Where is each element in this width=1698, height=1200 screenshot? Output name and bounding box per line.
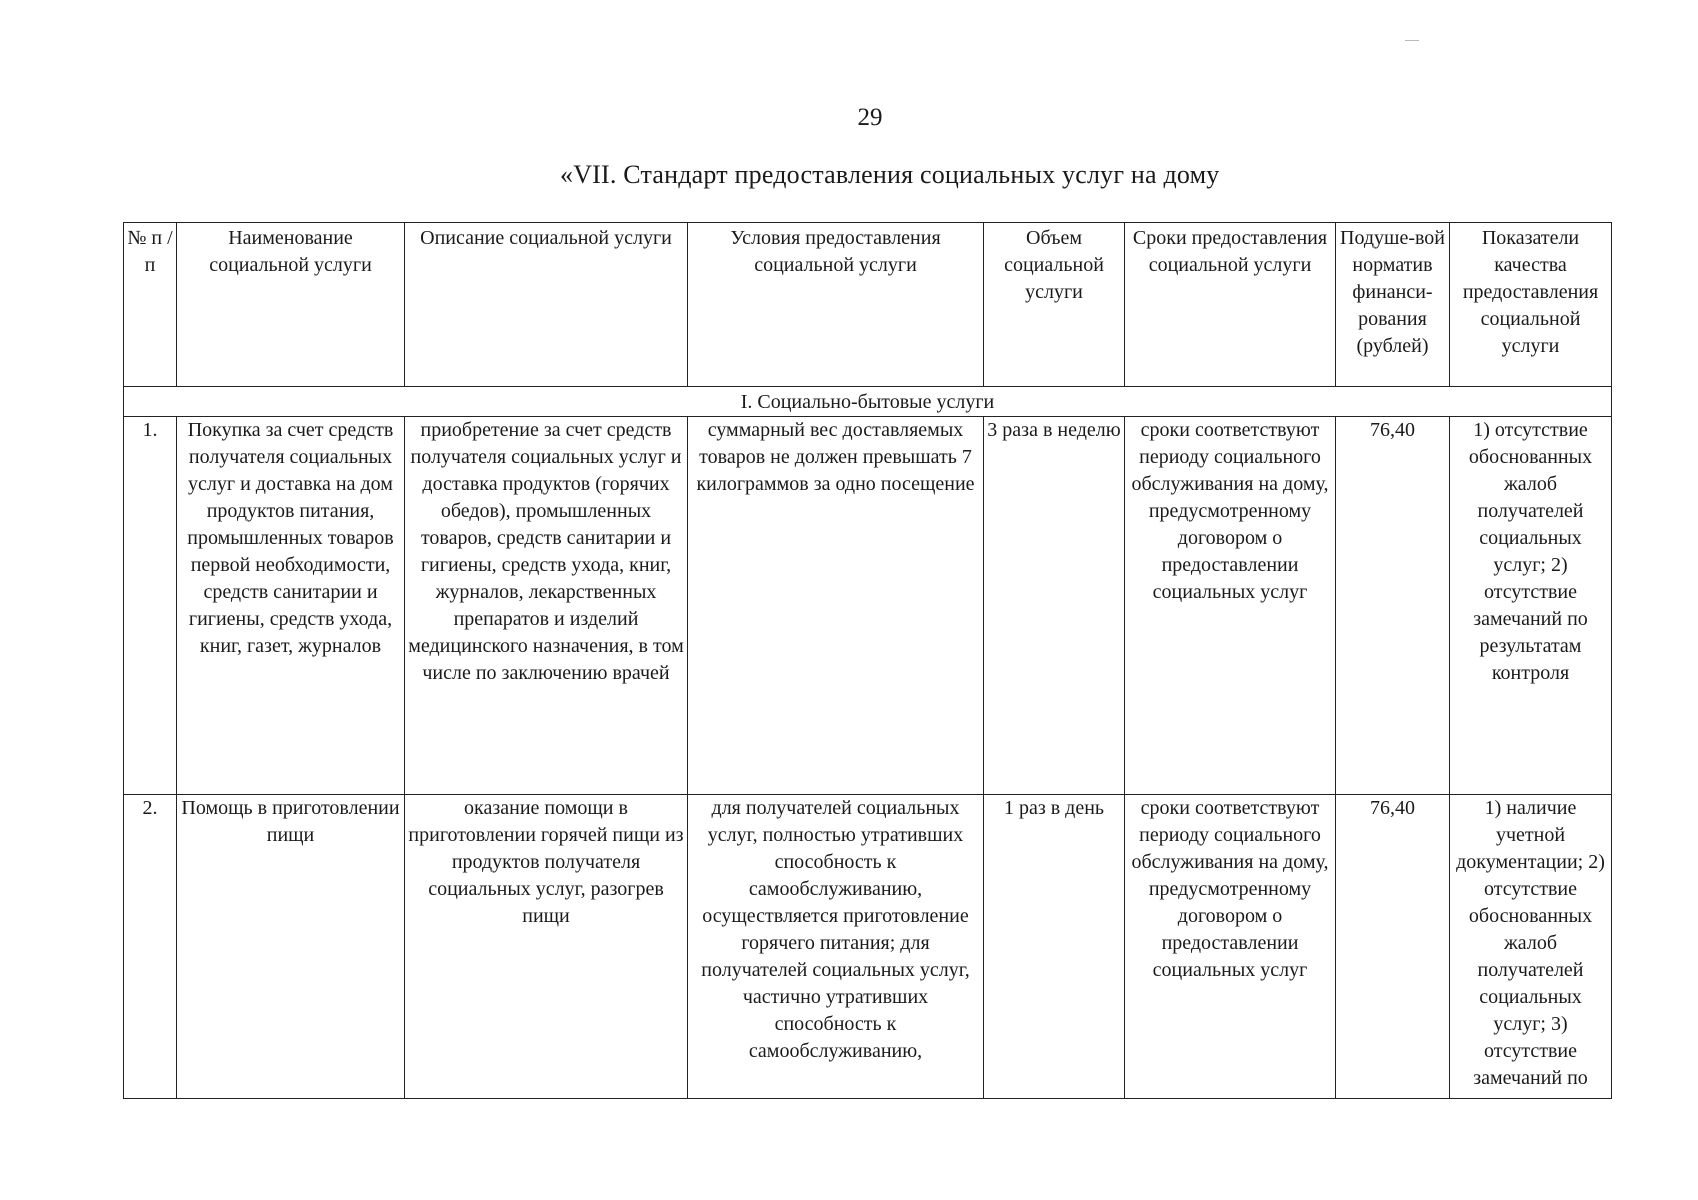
column-header-number: № п /п [124,223,177,387]
column-header-name: Наименование социальной услуги [177,223,405,387]
section-title: I. Социально-бытовые услуги [124,387,1612,417]
cell-service-name: Покупка за счет средств получателя социальных услуг и доставка на дом продуктов питания, промышленных товаров первой необходимости, средств санитарии и гигиены, средств ухода, книг, газет, журналов [177,417,405,795]
cell-volume: 1 раз в день [984,795,1125,1099]
section-row [124,387,1612,417]
column-header-description: Описание социальной услуги [405,223,688,387]
cell-service-name: Помощь в приготовлении пищи [177,795,405,1099]
services-standard-table [123,222,1612,1099]
cell-terms: сроки соответствуют периоду социального обслуживания на дому, предусмотренному договором о предоставлении социальных услуг [1125,417,1336,795]
cell-number: 2. [124,795,177,1099]
column-header-quality: Показатели качества предоставления социальной услуги [1450,223,1612,387]
cell-norm: 76,40 [1336,795,1450,1099]
cell-norm: 76,40 [1336,417,1450,795]
table-header-row [124,223,1612,387]
table-row [124,795,1612,1099]
column-header-norm: Подуше-вой норматив финанси-рования (рублей) [1336,223,1450,387]
column-header-terms: Сроки предоставления социальной услуги [1125,223,1336,387]
cell-number: 1. [124,417,177,795]
cell-description: оказание помощи в приготовлении горячей пищи из продуктов получателя социальных услуг, разогрев пищи [405,795,688,1099]
cell-conditions: суммарный вес доставляемых товаров не должен превышать 7 килограммов за одно посещение [688,417,984,795]
page-number: 29 [857,104,883,131]
cell-quality: 1) отсутствие обоснованных жалоб получателей социальных услуг; 2) отсутствие замечаний по результатам контроля [1450,417,1612,795]
document-title: «VII. Стандарт предоставления социальных услуг на дому [560,160,1220,189]
column-header-volume: Объем социальной услуги [984,223,1125,387]
cell-volume: 3 раза в неделю [984,417,1125,795]
column-header-conditions: Условия предоставления социальной услуги [688,223,984,387]
cell-terms: сроки соответствуют периоду социального обслуживания на дому, предусмотренному договором о предоставлении социальных услуг [1125,795,1336,1099]
scan-mark [1405,40,1419,41]
cell-quality: 1) наличие учетной документации; 2) отсутствие обоснованных жалоб получателей социальных услуг; 3) отсутствие замечаний по [1450,795,1612,1099]
table-row [124,417,1612,795]
cell-description: приобретение за счет средств получателя социальных услуг и доставка продуктов (горячих обедов), промышленных товаров, средств санитарии и гигиены, средств ухода, книг, журналов, лекарственных препаратов и изделий медицинского назначения, в том числе по заключению врачей [405,417,688,795]
cell-conditions: для получателей социальных услуг, полностью утративших способность к самообслуживанию, осуществляется приготовление горячего питания; для получателей социальных услуг, частично утративших способность к самообслуживанию, [688,795,984,1099]
